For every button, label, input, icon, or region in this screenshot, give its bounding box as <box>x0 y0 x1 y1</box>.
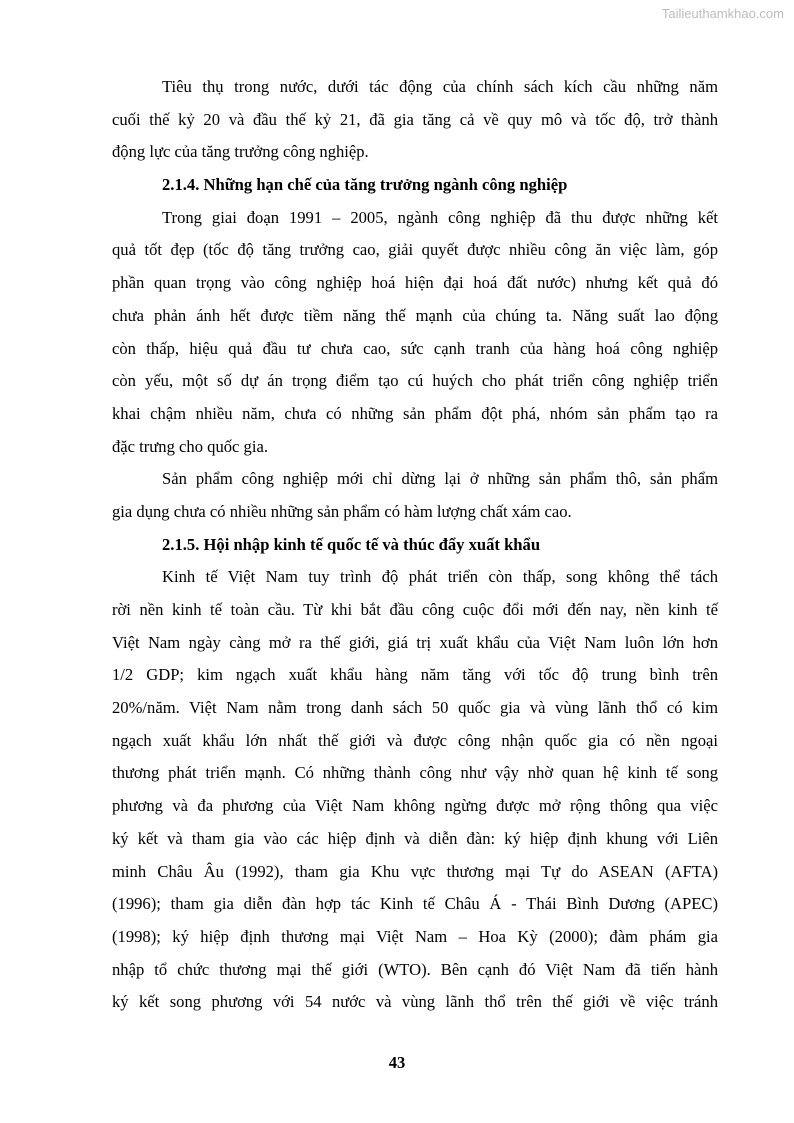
text-line: nhập tổ chức thương mại thế giới (WTO). Bên cạnh đó Việt Nam đã tiến hành <box>112 959 718 979</box>
text-line: ký kết và tham gia vào các hiệp định và diễn đàn: ký hiệp định khung với Liên <box>112 828 718 848</box>
text-line: phương và đa phương của Việt Nam không ngừng được mở rộng thông qua việc <box>112 796 718 816</box>
text-line: còn yếu, một số dự án trọng điểm tạo cú huých cho phát triển công nghiệp triển <box>112 371 718 391</box>
text-line: gia dụng chưa có nhiều những sản phẩm có hàm lượng chất xám cao. <box>112 501 572 521</box>
paragraph <box>112 202 718 464</box>
text-line: quả tốt đẹp (tốc độ tăng trưởng cao, giải quyết được nhiều công ăn việc làm, góp <box>112 240 718 260</box>
section-heading <box>112 529 718 562</box>
text-line: Trong giai đoạn 1991 – 2005, ngành công nghiệp đã thu được những kết <box>162 207 718 227</box>
watermark: Tailieuthamkhao.com <box>661 6 784 21</box>
paragraph <box>112 71 718 169</box>
text-line: đặc trưng cho quốc gia. <box>112 436 268 456</box>
text-line: phần quan trọng vào công nghiệp hoá hiện đại hoá đất nước) nhưng kết quả đó <box>112 273 718 293</box>
paragraph <box>112 561 718 1019</box>
text-line: chưa phản ánh hết được tiềm năng thế mạnh của chúng ta. Năng suất lao động <box>112 305 718 325</box>
text-line: rời nền kinh tế toàn cầu. Từ khi bắt đầu công cuộc đổi mới đến nay, nền kinh tế <box>112 600 718 619</box>
paragraph <box>112 463 718 528</box>
text-line: (1998); ký hiệp định thương mại Việt Nam – Hoa Kỳ (2000); đàm phám gia <box>112 926 718 946</box>
section-heading <box>112 169 718 202</box>
text-line: cuối thế kỷ 20 và đầu thế kỷ 21, đã gia tăng cả về quy mô và tốc độ, trở thành <box>112 109 718 129</box>
document-body <box>112 71 718 1019</box>
text-line: 1/2 GDP; kim ngạch xuất khẩu hàng năm tăng với tốc độ trung bình trên <box>112 665 718 685</box>
text-line: khai chậm nhiều năm, chưa có những sản phẩm đột phá, nhóm sản phẩm tạo ra <box>112 403 718 423</box>
text-line: Việt Nam ngày càng mở ra thế giới, giá trị xuất khẩu của Việt Nam luôn lớn hơn <box>112 632 718 652</box>
text-line: Tiêu thụ trong nước, dưới tác động của chính sách kích cầu những năm <box>162 77 718 96</box>
text-line: còn thấp, hiệu quả đầu tư chưa cao, sức cạnh tranh của hàng hoá công nghiệp <box>112 338 718 358</box>
text-line: Sản phẩm công nghiệp mới chỉ dừng lại ở những sản phẩm thô, sản phẩm <box>162 469 718 489</box>
text-line: thương phát triển mạnh. Có những thành công như vậy nhờ quan hệ kinh tế song <box>112 763 718 783</box>
text-line: (1996); tham gia diễn đàn hợp tác Kinh tế Châu Á - Thái Bình Dương (APEC) <box>112 894 718 914</box>
text-line: ngạch xuất khẩu lớn nhất thế giới và được công nhận quốc gia có nền ngoại <box>112 730 718 750</box>
text-line: minh Châu Âu (1992), tham gia Khu vực thương mại Tự do ASEAN (AFTA) <box>112 861 718 881</box>
heading-text: 2.1.5. Hội nhập kinh tế quốc tế và thúc đẩy xuất khẩu <box>162 534 541 554</box>
page-number: 43 <box>388 1053 406 1072</box>
text-line: ký kết song phương với 54 nước và vùng lãnh thổ trên thế giới về việc tránh <box>112 992 718 1012</box>
text-line: động lực của tăng trưởng công nghiệp. <box>112 142 369 162</box>
heading-text: 2.1.4. Những hạn chế của tăng trưởng ngành công nghiệp <box>162 175 568 195</box>
text-line: 20%/năm. Việt Nam nằm trong danh sách 50 quốc gia và vùng lãnh thổ có kim <box>112 698 718 718</box>
text-line: Kinh tế Việt Nam tuy trình độ phát triển còn thấp, song không thể tách <box>162 567 718 587</box>
